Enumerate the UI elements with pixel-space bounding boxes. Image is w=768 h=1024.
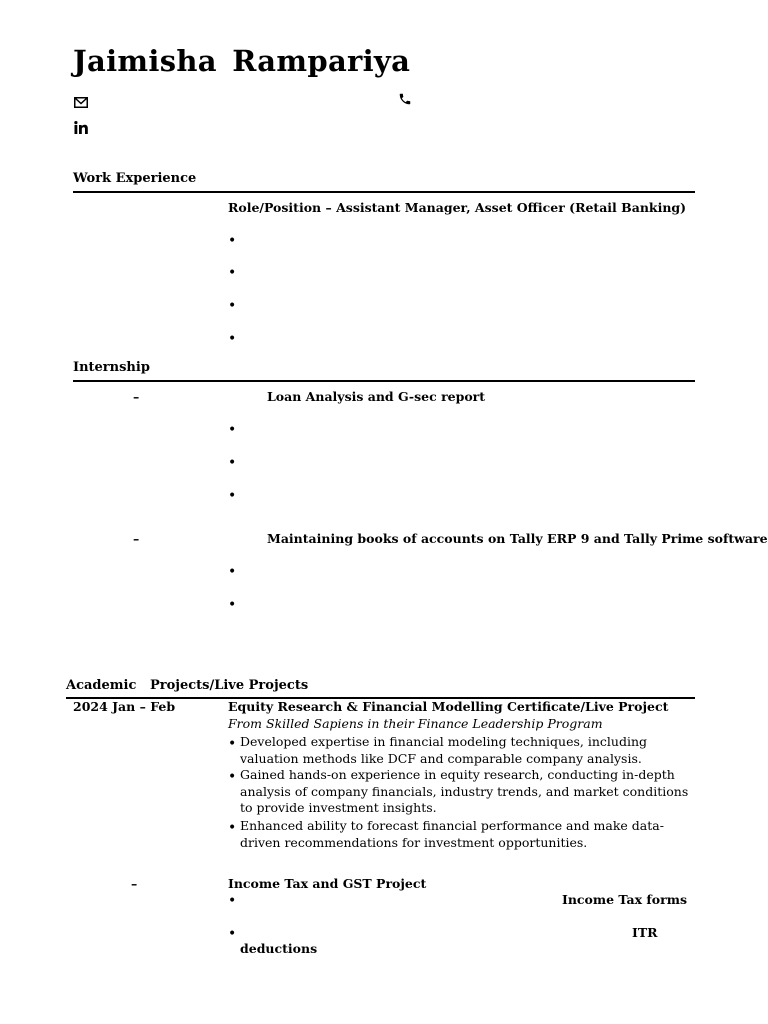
academic-heading: Academic Projects/Live Projects xyxy=(66,678,309,693)
work-role: Role/Position – Assistant Manager, Asset Officer (Retail Banking) xyxy=(228,200,687,215)
project-bullet-dot xyxy=(228,736,236,752)
envelope-icon[interactable] xyxy=(74,93,88,112)
internship-bullet xyxy=(228,455,236,471)
project-bullet-dot xyxy=(228,820,236,836)
internship-date-dash: – xyxy=(133,531,140,546)
project-date-dash: – xyxy=(131,876,138,891)
work-divider xyxy=(73,191,695,193)
work-bullet xyxy=(228,265,236,281)
internship-bullet xyxy=(228,488,236,504)
work-experience-heading: Work Experience xyxy=(73,171,197,186)
project-fragment: Income Tax forms xyxy=(562,892,687,907)
project-bullet-dot xyxy=(228,926,236,942)
project-title: Income Tax and GST Project xyxy=(228,876,427,891)
project-bullet-text: Developed expertise in financial modeling techniques, including valuation methods like DCF and comparable company analysis. xyxy=(240,734,648,766)
internship-title: Maintaining books of accounts on Tally ERP 9 and Tally Prime software xyxy=(267,531,768,546)
internship-date-dash: – xyxy=(133,389,140,404)
project-date: 2024 Jan – Feb xyxy=(73,699,176,714)
internship-title: Loan Analysis and G-sec report xyxy=(267,389,486,404)
project-fragment: ITR xyxy=(632,925,658,940)
linkedin-icon[interactable] xyxy=(74,119,88,138)
internship-bullet xyxy=(228,564,236,580)
project-bullet-dot xyxy=(228,893,236,909)
project-title: Equity Research & Financial Modelling Certificate/Live Project xyxy=(228,699,669,714)
project-fragment: deductions xyxy=(240,941,318,956)
internship-bullet xyxy=(228,597,236,613)
internship-heading: Internship xyxy=(73,360,150,375)
internship-bullet xyxy=(228,422,236,438)
project-subtitle: From Skilled Sapiens in their Finance Leadership Program xyxy=(228,716,603,731)
work-bullet xyxy=(228,233,236,249)
project-bullet-text: Enhanced ability to forecast financial performance and make data-driven recommendations for investment opportunities. xyxy=(240,818,664,850)
candidate-name: Jaimisha Rampariya xyxy=(73,44,411,78)
work-bullet xyxy=(228,298,236,314)
phone-icon[interactable] xyxy=(398,91,412,110)
project-bullet-text: Gained hands-on experience in equity research, conducting in-depth analysis of company financials, industry trends, and market conditions to provide investment insights. xyxy=(240,767,689,815)
internship-divider xyxy=(73,380,695,382)
work-bullet xyxy=(228,331,236,347)
project-bullet-dot xyxy=(228,769,236,785)
